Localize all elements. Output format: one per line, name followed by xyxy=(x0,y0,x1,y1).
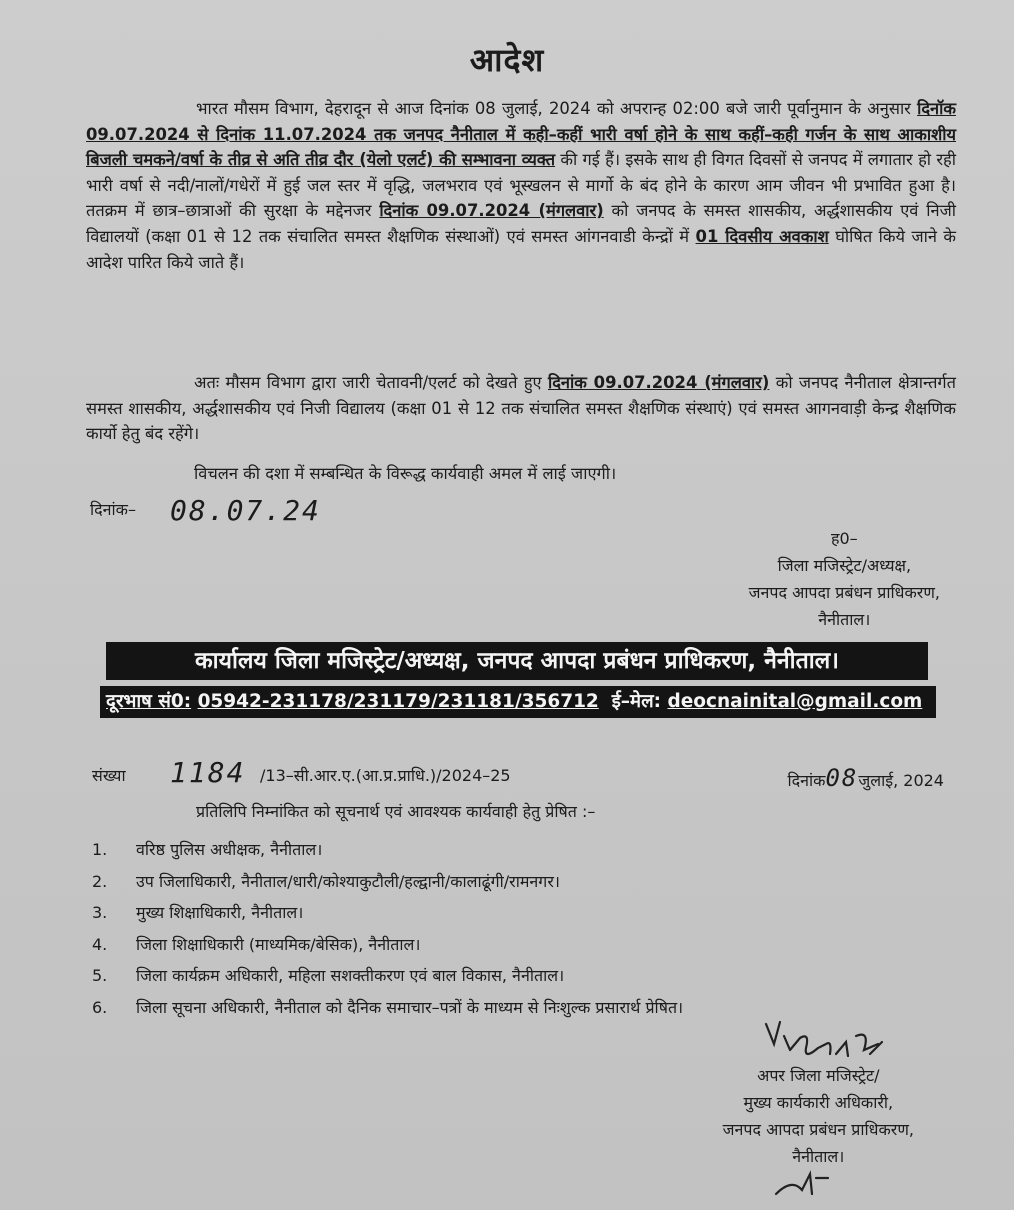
list-item xyxy=(92,960,912,992)
signatory1-line: जिला मजिस्ट्रेट/अध्यक्ष, xyxy=(777,556,912,575)
signatory-block-1 xyxy=(749,525,940,633)
reference-code: /13–सी.आर.ए.(आ.प्र.प्राधि.)/2024–25 xyxy=(260,766,511,785)
reference-date xyxy=(788,764,944,792)
list-item-number: 5. xyxy=(92,966,108,985)
list-item-number: 1. xyxy=(92,840,108,859)
email-label: ई–मेल: xyxy=(611,691,662,712)
order-paragraph-3 xyxy=(86,461,956,487)
para2-text-c: को जनपद नैनीताल क्षेत्रान्तर्गत समस्त शासकीय, अर्द्धशासकीय एवं निजी विद्यालय (कक्षा 01 से 12 तक संचालित समस्त शैक्षणिक संस्थाएं) एवं समस्त आगनवाड़ी केन्द्र शैक्षणिक कार्यो हेतु बंद रहेंगे। xyxy=(86,373,956,444)
list-item-text: वरिष्ठ पुलिस अधीक्षक, नैनीताल। xyxy=(136,840,323,859)
order-date-label: दिनांक– xyxy=(90,500,136,519)
copy-list xyxy=(92,834,912,1023)
order-title: आदेश xyxy=(469,41,545,79)
email-address: deocnainital@gmail.com xyxy=(667,691,923,712)
list-item-number: 2. xyxy=(92,871,108,891)
signatory1-line: नैनीताल। xyxy=(818,610,871,629)
para2-highlight-date: दिनांक 09.07.2024 (मंगलवार) xyxy=(547,373,770,392)
reference-line xyxy=(92,756,944,794)
para1-text-a: भारत मौसम विभाग, देहरादून से आज दिनांक 08 जुलाई, 2024 को अपरान्ह 02:00 बजे जारी पूर्वानुमान के अनुसार xyxy=(196,99,918,118)
para3-text: विचलन की दशा में सम्बन्धित के विरूद्ध कार्यवाही अमल में लाई जाएगी। xyxy=(194,464,617,483)
handwritten-date: 08.07.24 xyxy=(170,494,321,527)
para1-highlight-holiday: 01 दिवसीय अवकाश xyxy=(695,226,829,246)
list-item-text: जिला शिक्षाधिकारी (माध्यमिक/बेसिक), नैनीताल। xyxy=(136,934,421,954)
list-item-text: उप जिलाधिकारी, नैनीताल/धारी/कोश्याकुटौली/हल्द्वानी/कालाढूंगी/रामनगर। xyxy=(136,871,560,891)
para1-text-e: को जनपद के समस्त शासकीय, अर्द्धशासकीय एवं निजी विद्यालयों (कक्षा 01 से 12 तक संचालित समस्त शैक्षणिक संस्थाओं) एवं समस्त आंगनवाडी केन्द्रों में xyxy=(86,201,956,246)
para1-highlight-forecast: दिनॉक 09.07.2024 से दिनांक 11.07.2024 तक जनपद नैनीताल में कही–कहीं भारी वर्षा होने के साथ कहीं–कही गर्जन के साथ आकाशीय बिजली चमकने/वर्षा के तीव्र से अति तीव्र दौर (येलो एलर्ट) की सम्भावना व्यक्त xyxy=(86,99,956,170)
list-item-number: 3. xyxy=(92,903,108,922)
order-paragraph-2 xyxy=(86,370,956,447)
list-item xyxy=(92,929,912,961)
reference-date-label: दिनांक xyxy=(787,771,826,790)
list-item-number: 4. xyxy=(92,934,108,954)
reference-date-handwritten: 08 xyxy=(825,764,859,792)
signatory2-line: जनपद आपदा प्रबंधन प्राधिकरण, xyxy=(722,1120,914,1139)
para2-text-a: अतः मौसम विभाग द्वारा जारी चेतावनी/एलर्ट को देखते हुए xyxy=(194,373,548,392)
list-item xyxy=(92,897,912,929)
para1-text-g: घोषित किये जाने के आदेश पारित किये जाते हैं। xyxy=(86,226,957,272)
list-item-text: जिला कार्यक्रम अधिकारी, महिला सशक्तीकरण एवं बाल विकास, नैनीताल। xyxy=(136,966,565,985)
signatory-block-2 xyxy=(723,1062,914,1170)
list-item xyxy=(92,866,912,898)
phone-label: दूरभाष सं0: xyxy=(106,691,192,712)
order-paragraph-1 xyxy=(86,96,956,275)
list-item xyxy=(92,834,912,866)
reference-date-rest: जुलाई, 2024 xyxy=(858,771,944,790)
signatory2-line: मुख्य कार्यकारी अधिकारी, xyxy=(743,1093,894,1112)
list-item-text: जिला सूचना अधिकारी, नैनीताल को दैनिक समाचार–पत्रों के माध्यम से निःशुल्क प्रसारार्थ प्रेषित। xyxy=(136,997,684,1017)
office-banner: कार्यालय जिला मजिस्ट्रेट/अध्यक्ष, जनपद आपदा प्रबंधन प्राधिकरण, नैनीताल। xyxy=(106,642,928,680)
phone-numbers: 05942-231178/231179/231181/356712 xyxy=(197,691,599,712)
copy-intro: प्रतिलिपि निम्नांकित को सूचनार्थ एवं आवश्यक कार्यवाही हेतु प्रेषित :– xyxy=(196,802,596,821)
contact-banner xyxy=(100,686,936,718)
list-item-number: 6. xyxy=(92,997,108,1017)
signatory2-line: नैनीताल। xyxy=(792,1147,845,1166)
para1-highlight-date: दिनांक 09.07.2024 (मंगलवार) xyxy=(379,201,604,221)
initials-scribble-icon xyxy=(772,1164,832,1198)
reference-label: संख्या xyxy=(92,766,126,785)
list-item-text: मुख्य शिक्षाधिकारी, नैनीताल। xyxy=(136,903,304,922)
signatory1-line: जनपद आपदा प्रबंधन प्राधिकरण, xyxy=(748,583,940,602)
signatory2-line: अपर जिला मजिस्ट्रेट/ xyxy=(757,1066,880,1085)
reference-number-handwritten: 1184 xyxy=(170,756,246,789)
para1-text-c: की गई हैं। इसके साथ ही विगत दिवसों से जनपद में लगातार हो रही भारी वर्षा से नदी/नालों/गधेरों में हुई जल स्तर में वृद्धि, जलभराव एवं भूस्खलन से मार्गो के बंद होने के कारण आम जीवन भी प्रभावित हुआ है। ततक्रम में छात्र–छात्राओं की सुरक्षा के मद्देनजर xyxy=(86,150,956,221)
signatory1-line: ह0– xyxy=(830,529,858,548)
